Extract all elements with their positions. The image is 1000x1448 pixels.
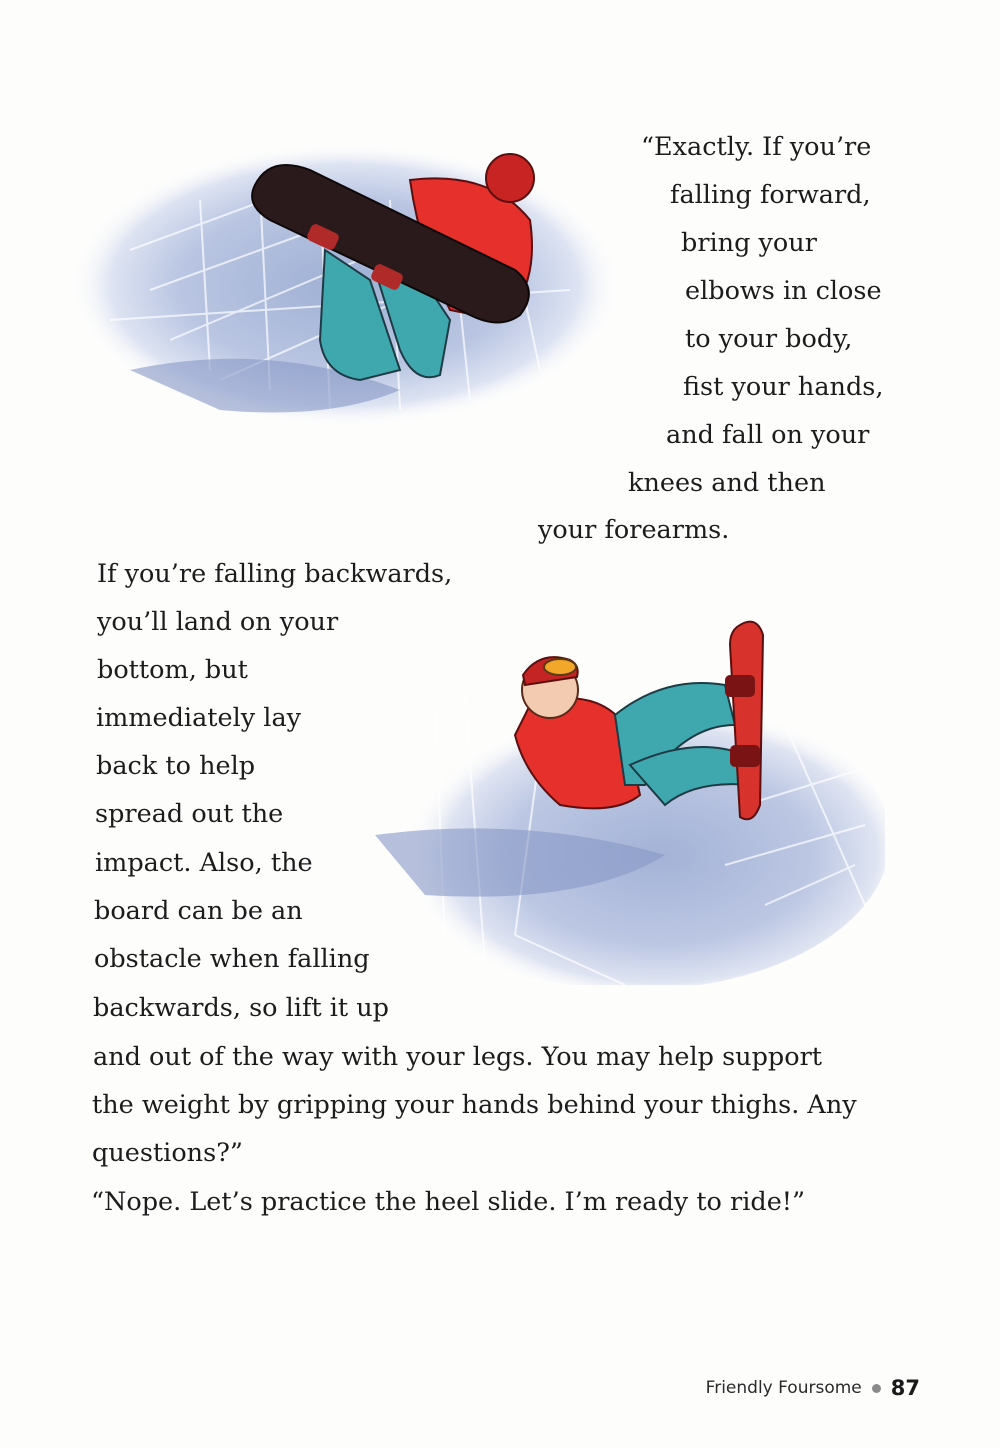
text-line: to your body, [685, 324, 853, 354]
running-title: Friendly Foursome [705, 1378, 862, 1398]
page-footer [706, 1376, 920, 1400]
text-line: fist your hands, [683, 372, 884, 402]
illustration-backward-fall [365, 605, 885, 985]
text-line: backwards, so lift it up [93, 993, 390, 1023]
text-line: elbows in close [685, 276, 882, 306]
text-line: knees and then [628, 468, 826, 498]
text-line: obstacle when falling [94, 944, 370, 974]
text-line: bring your [681, 228, 817, 258]
text-line: and out of the way with your legs. You may help support [93, 1042, 823, 1072]
text-line: If you’re falling backwards, [97, 559, 453, 589]
page-number: 87 [890, 1376, 920, 1400]
text-line: “Exactly. If you’re [641, 132, 872, 162]
text-line: spread out the [95, 799, 284, 829]
text-line: impact. Also, the [95, 848, 313, 878]
text-line: the weight by gripping your hands behind your thighs. Any [92, 1090, 857, 1120]
text-line: bottom, but [97, 655, 248, 685]
text-line: you’ll land on your [97, 607, 339, 637]
text-line: board can be an [94, 896, 303, 926]
bullet-icon [872, 1384, 881, 1393]
text-line: “Nope. Let’s practice the heel slide. I’m ready to ride!” [91, 1187, 806, 1217]
text-line: back to help [96, 751, 256, 781]
text-line: and fall on your [666, 420, 870, 450]
text-line: falling forward, [670, 180, 871, 210]
text-line: your forearms. [538, 515, 730, 545]
text-line: questions?” [92, 1138, 243, 1168]
illustration-forward-fall [70, 140, 630, 430]
text-line: immediately lay [96, 703, 302, 733]
